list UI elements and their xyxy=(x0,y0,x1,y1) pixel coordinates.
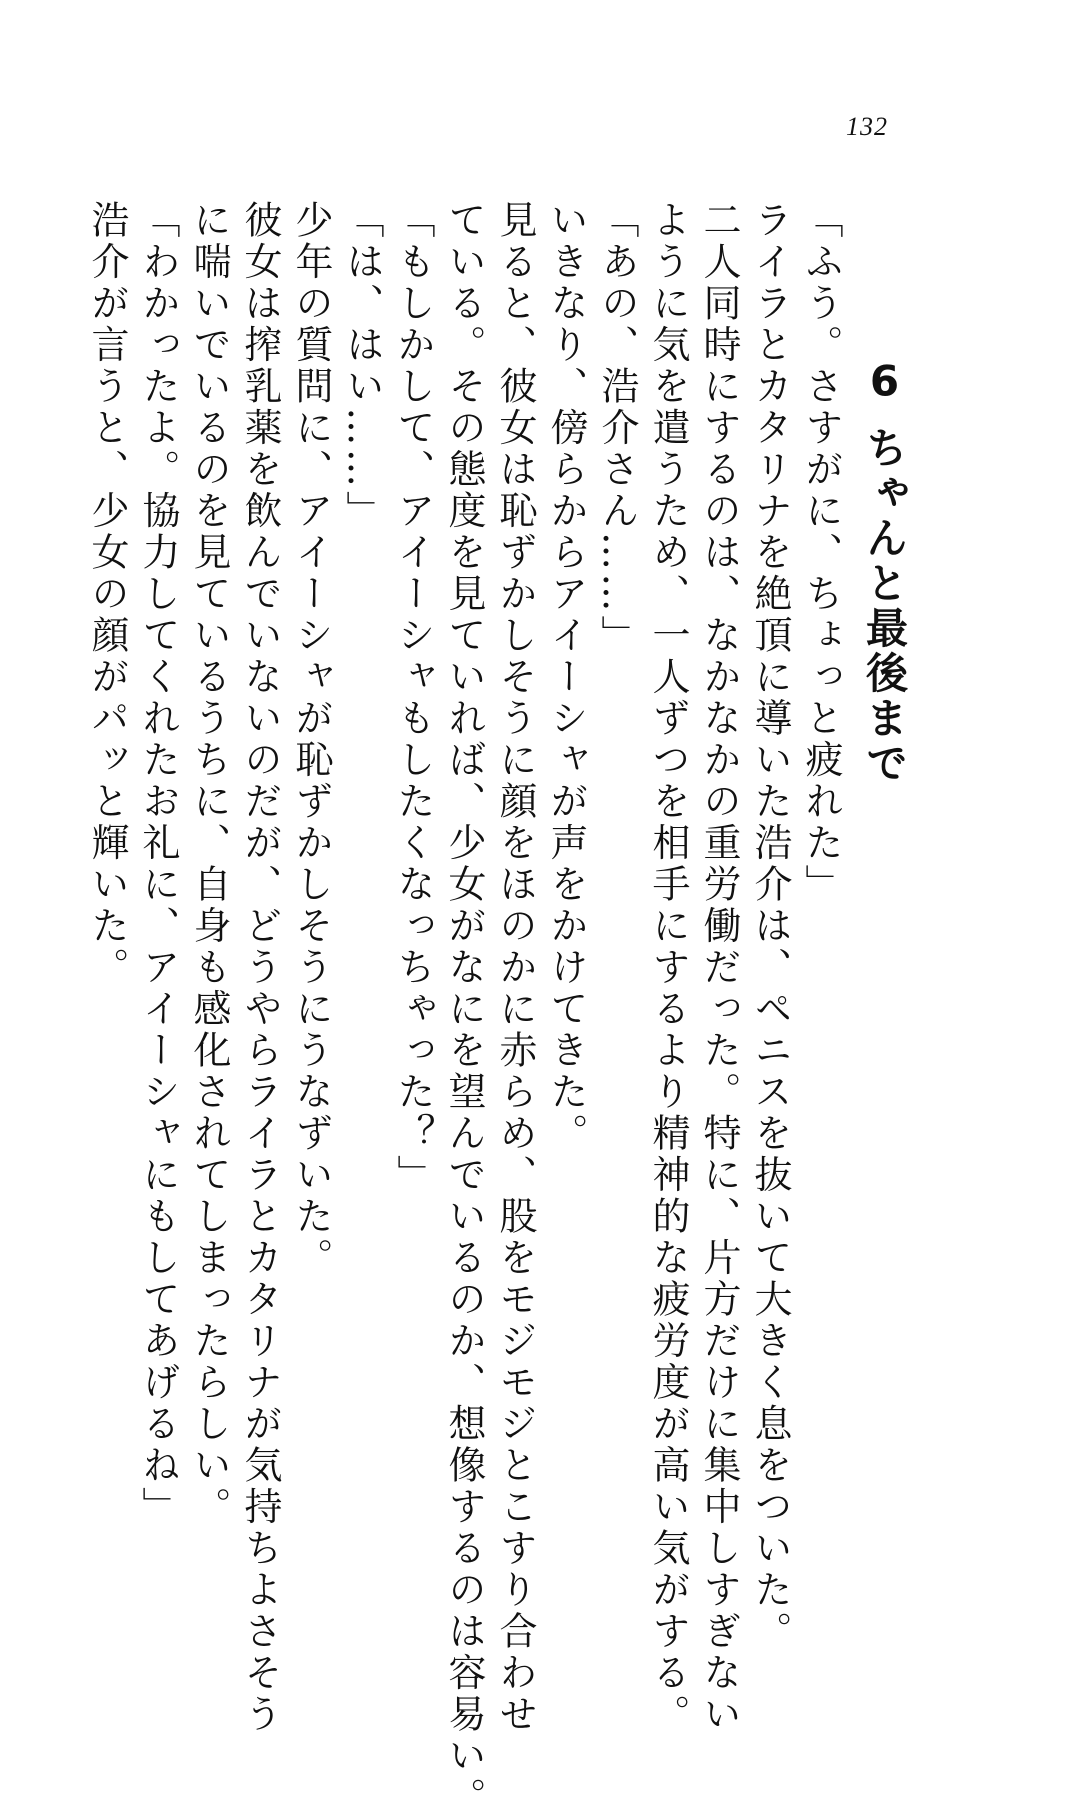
text-line: ている。その態度を見ていれば、少女がなにを望んでいるのか、想像するのは容易い。 xyxy=(442,200,486,1819)
text-line: 「あの、浩介さん……」 xyxy=(595,200,639,657)
text-line: 「わかったよ。協力してくれたお礼に、アイーシャにもしてあげるね」 xyxy=(136,200,180,1528)
text-line: 二人同時にするのは、なかなかの重労働だった。特に、片方だけに集中しすぎない xyxy=(697,200,741,1736)
text-line: 「もしかして、アイーシャもしたくなっちゃった？」 xyxy=(391,200,435,1196)
chapter-heading xyxy=(856,360,912,786)
text-line: 見ると、彼女は恥ずかしそうに顔をほのかに赤らめ、股をモジモジとこすり合わせ xyxy=(493,200,537,1736)
chapter-title: ちゃんと最後まで xyxy=(860,426,909,786)
text-line: ように気を遣うため、一人ずつを相手にするより精神的な疲労度が高い気がする。 xyxy=(646,200,690,1736)
text-line: いきなり、傍らからアイーシャが声をかけてきた。 xyxy=(544,200,588,1155)
text-line: ライラとカタリナを絶頂に導いた浩介は、ペニスを抜いて大きく息をついた。 xyxy=(748,200,792,1653)
text-line: 彼女は搾乳薬を飲んでいないのだが、どうやらライラとカタリナが気持ちよさそう xyxy=(238,200,282,1736)
chapter-number: 6 xyxy=(869,360,900,402)
text-line: 浩介が言うと、少女の顔がパッと輝いた。 xyxy=(85,200,129,989)
text-line: 少年の質問に、アイーシャが恥ずかしそうにうなずいた。 xyxy=(289,200,333,1279)
page-number: 132 xyxy=(846,112,888,141)
text-line: 「は、はい……」 xyxy=(340,200,384,532)
text-line: 「ふう。さすがに、ちょっと疲れた」 xyxy=(799,200,843,906)
body-text xyxy=(81,200,846,1819)
text-line: に喘いでいるのを見ているうちに、自身も感化されてしまったらしい。 xyxy=(187,200,231,1528)
